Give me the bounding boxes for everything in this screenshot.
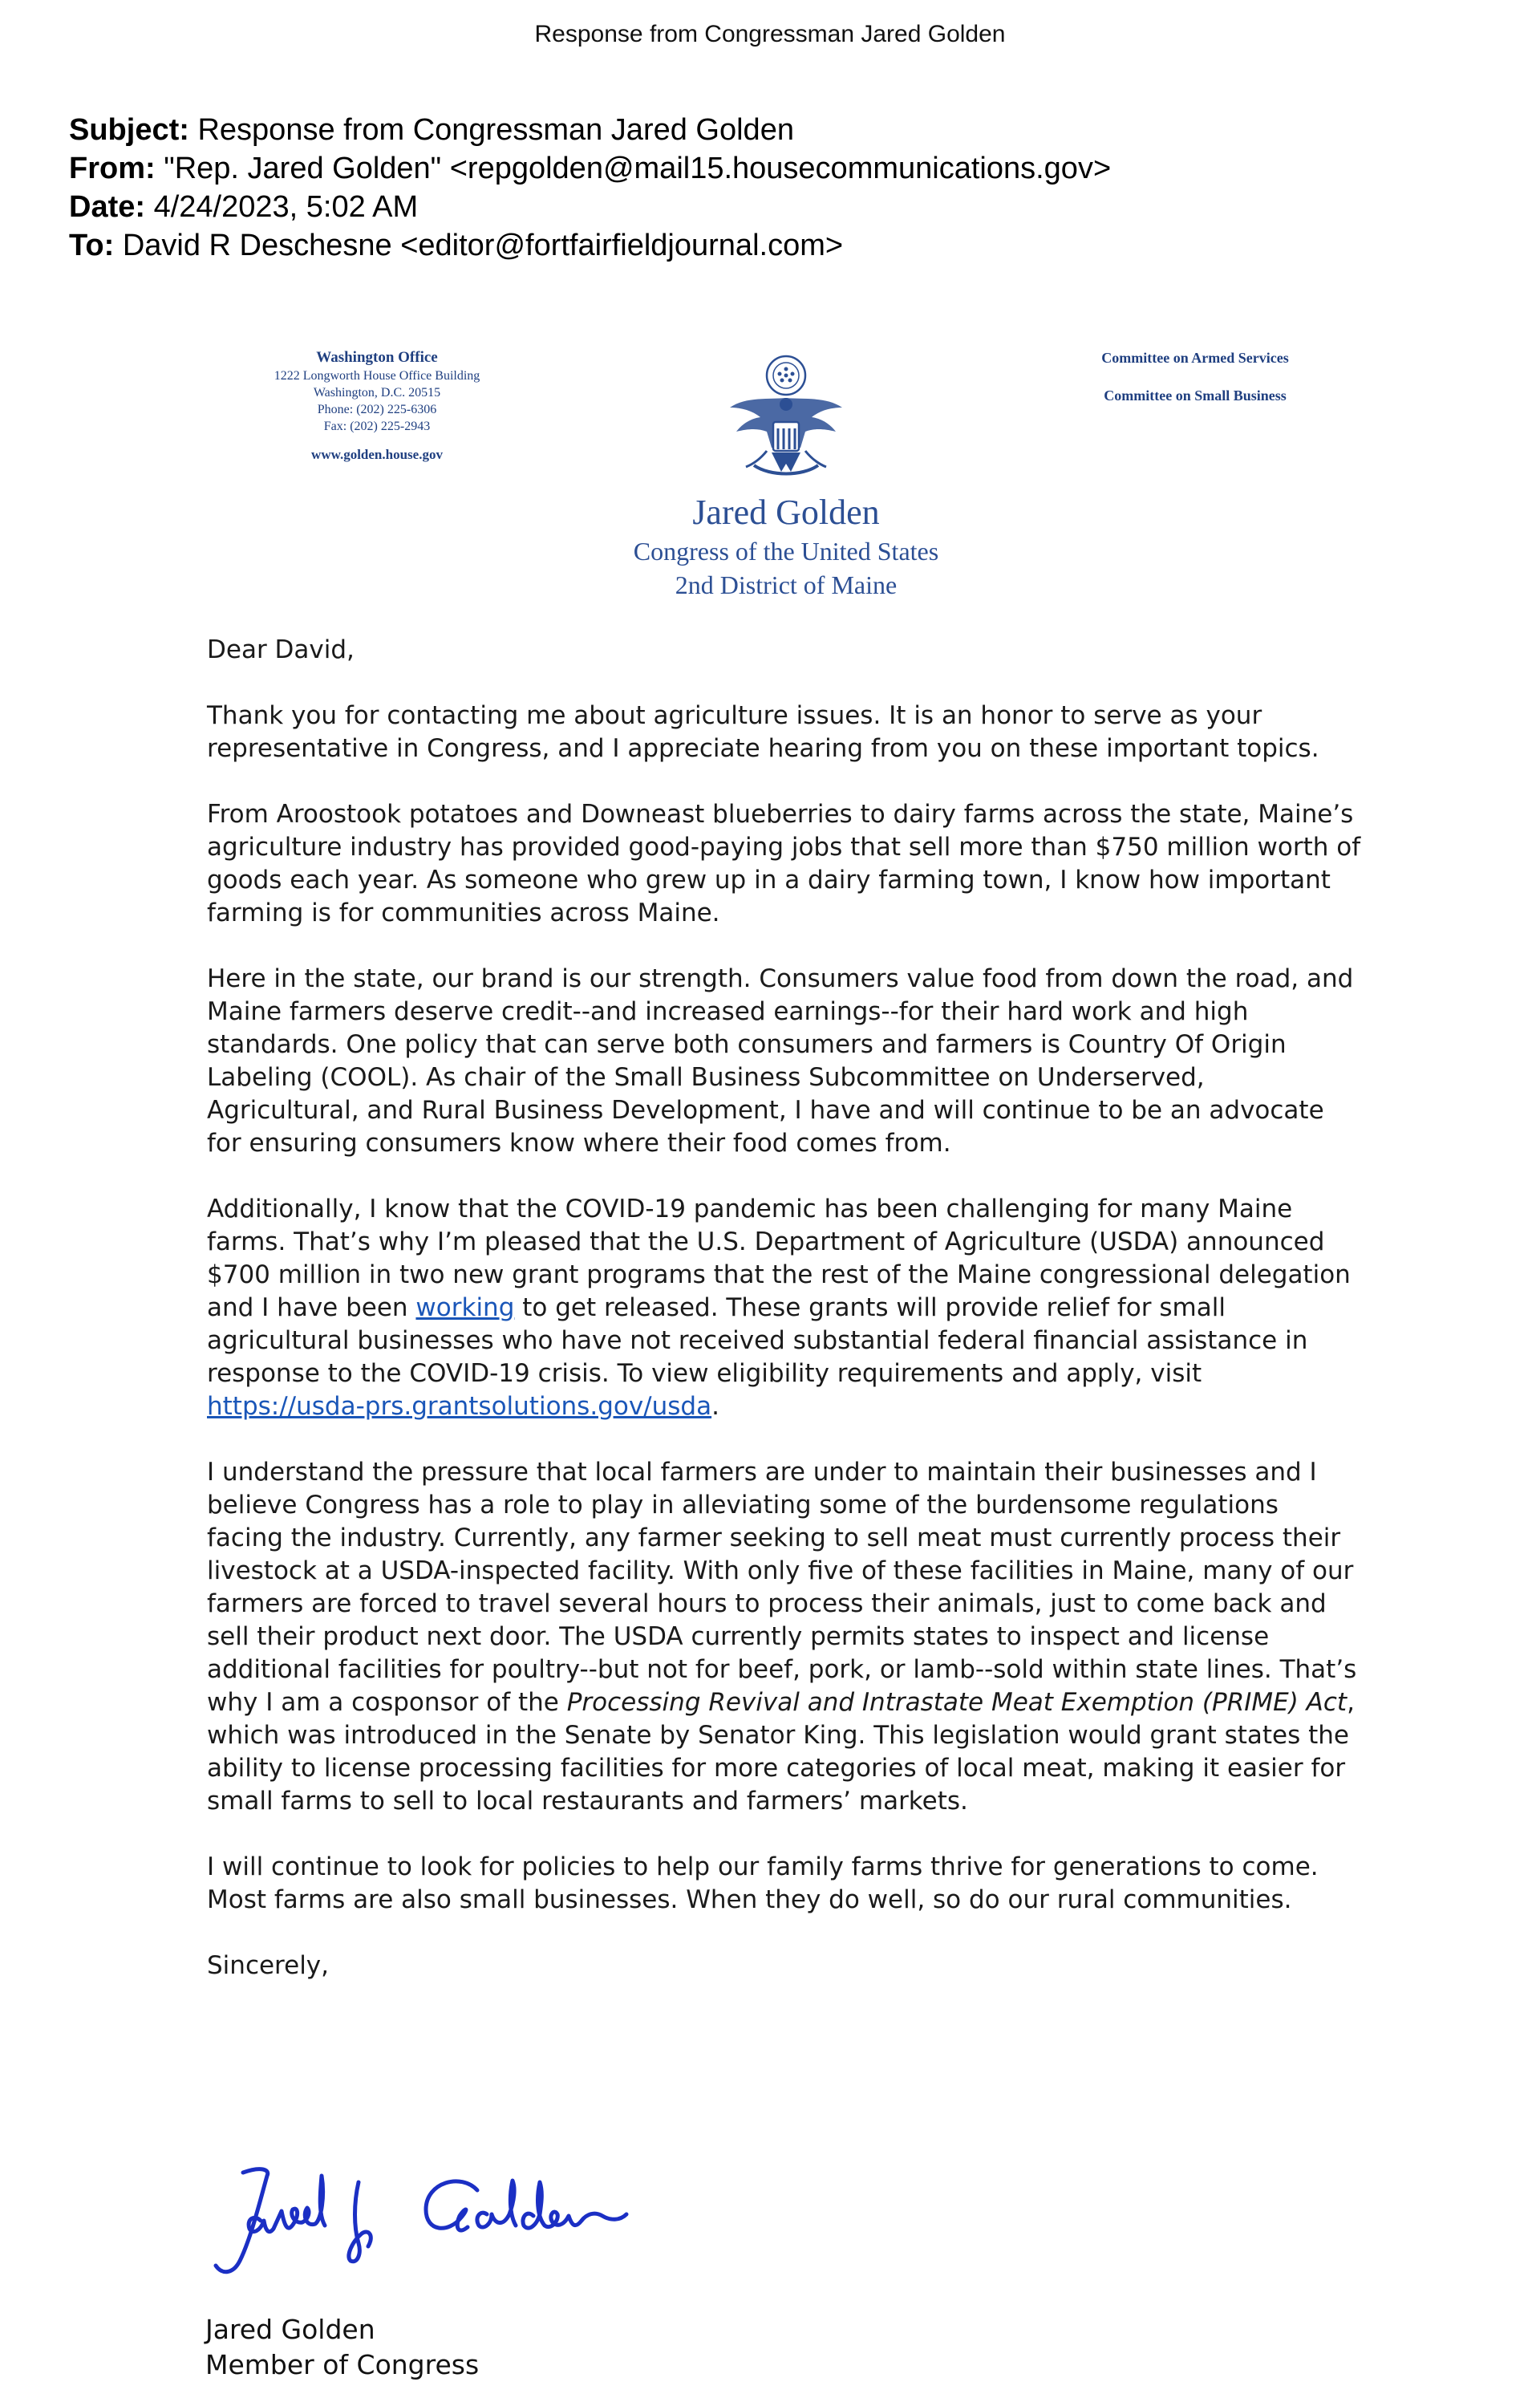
to-value: David R Deschesne <editor@fortfairfieldjournal.com> bbox=[122, 229, 844, 262]
date-row bbox=[69, 188, 1481, 226]
paragraph-4-text: . bbox=[711, 1392, 719, 1421]
office-title: Washington Office bbox=[316, 349, 438, 366]
to-row bbox=[69, 226, 1481, 265]
paragraph-4-text: Additionally, I know that the COVID-19 pandemic has been challenging for many Maine farms. That’s why I’m pleased that the U.S. Department of Agriculture (USDA) announced $700 million in two new grant programs that the rest of the Maine congressional delegation and I have been bbox=[207, 1195, 1351, 1322]
letterhead-name: Jared Golden bbox=[692, 493, 880, 532]
from-row bbox=[69, 149, 1481, 188]
paragraph-5 bbox=[207, 1456, 1362, 1818]
office-address-line: Washington, D.C. 20515 bbox=[313, 386, 441, 400]
signer-title: Member of Congress bbox=[205, 2349, 480, 2380]
paragraph-4-text: to get released. These grants will provide relief for small agricultural businesses who have not received substantial federal financial assistance in response to the COVID-19 crisis. To view eligibility requirements and apply, visit bbox=[207, 1293, 1308, 1388]
signer-block bbox=[205, 2312, 479, 2383]
paragraph-5-text: I understand the pressure that local farmers are under to maintain their businesses and I believe Congress has a role to play in alleviating some of the burdensome regulations facing the industry. Currently, any farmer seeking to sell meat must currently process their livestock at a USDA-inspected facility. With only five of these facilities in Maine, many of our farmers are forced to travel several hours to process their animals, just to come back and sell their product next door. The USDA currently permits states to inspect and license additional facilities for poultry--but not for beef, pork, or lamb--sold within state lines. That’s why I am a cosponsor of the bbox=[207, 1458, 1357, 1717]
paragraph-5-text: , which was introduced in the Senate by Senator King. This legislation would grant states the ability to license processing facilities for more categories of local meat, making it easier for small farms to sell to local restaurants and farmers’ markets. bbox=[207, 1688, 1355, 1816]
letter-body bbox=[207, 634, 1362, 2015]
to-label: To: bbox=[69, 229, 115, 262]
committee-small-business: Committee on Small Business bbox=[1104, 387, 1287, 404]
working-link[interactable]: working bbox=[415, 1293, 515, 1322]
closing: Sincerely, bbox=[207, 1951, 330, 1980]
letterhead-name-block bbox=[561, 491, 1011, 602]
date-value: 4/24/2023, 5:02 AM bbox=[153, 190, 419, 224]
paragraph-1: Thank you for contacting me about agriculture issues. It is an honor to serve as your representative in Congress, and I appreciate hearing from you on these important topics. bbox=[207, 701, 1319, 763]
washington-office-block bbox=[241, 348, 513, 463]
committees-block bbox=[1035, 350, 1356, 425]
prime-act-title: Processing Revival and Intrastate Meat Exemption (PRIME) Act bbox=[566, 1688, 1348, 1717]
paragraph-3: Here in the state, our brand is our strength. Consumers value food from down the road, and Maine farmers deserve credit--and increased earnings--for their hard work and high standards. One policy that can serve both consumers and farmers is Country Of Origin Labeling (COOL). As chair of the Small Business Subcommittee on Underserved, Agricultural, and Rural Business Development, I have and will continue to be an advocate for ensuring consumers know where their food comes from. bbox=[207, 964, 1354, 1158]
from-label: From: bbox=[69, 152, 156, 185]
committee-armed-services: Committee on Armed Services bbox=[1101, 350, 1289, 366]
letterhead-district: 2nd District of Maine bbox=[675, 570, 898, 599]
subject-label: Subject: bbox=[69, 113, 189, 147]
email-header bbox=[69, 111, 1481, 265]
salutation: Dear David, bbox=[207, 635, 355, 664]
from-value: "Rep. Jared Golden" <repgolden@mail15.housecommunications.gov> bbox=[164, 152, 1112, 185]
office-website: www.golden.house.gov bbox=[311, 447, 443, 462]
office-phone: Phone: (202) 225-6306 bbox=[317, 403, 437, 416]
congressional-seal-icon bbox=[722, 351, 850, 481]
page-title: Response from Congressman Jared Golden bbox=[534, 21, 1006, 47]
paragraph-6: I will continue to look for policies to help our family farms thrive for generations to come. Most farms are also small businesses. When they do well, so do our rural communities. bbox=[207, 1852, 1319, 1914]
subject-row bbox=[69, 111, 1481, 149]
paragraph-2: From Aroostook potatoes and Downeast blueberries to dairy farms across the state, Maine’s agriculture industry has provided good-paying jobs that sell more than $750 million worth of goods each year. As someone who grew up in a dairy farming town, I know how important farming is for communities across Maine. bbox=[207, 800, 1361, 927]
subject-value: Response from Congressman Jared Golden bbox=[197, 113, 794, 147]
paragraph-4 bbox=[207, 1193, 1362, 1423]
handwritten-signature bbox=[205, 2158, 638, 2286]
office-fax: Fax: (202) 225-2943 bbox=[323, 420, 431, 433]
usda-grants-link[interactable]: https://usda-prs.grantsolutions.gov/usda bbox=[207, 1392, 712, 1421]
office-address-line: 1222 Longworth House Office Building bbox=[274, 369, 480, 383]
letterhead-congress: Congress of the United States bbox=[633, 537, 939, 566]
date-label: Date: bbox=[69, 190, 146, 224]
signer-name: Jared Golden bbox=[205, 2314, 375, 2345]
